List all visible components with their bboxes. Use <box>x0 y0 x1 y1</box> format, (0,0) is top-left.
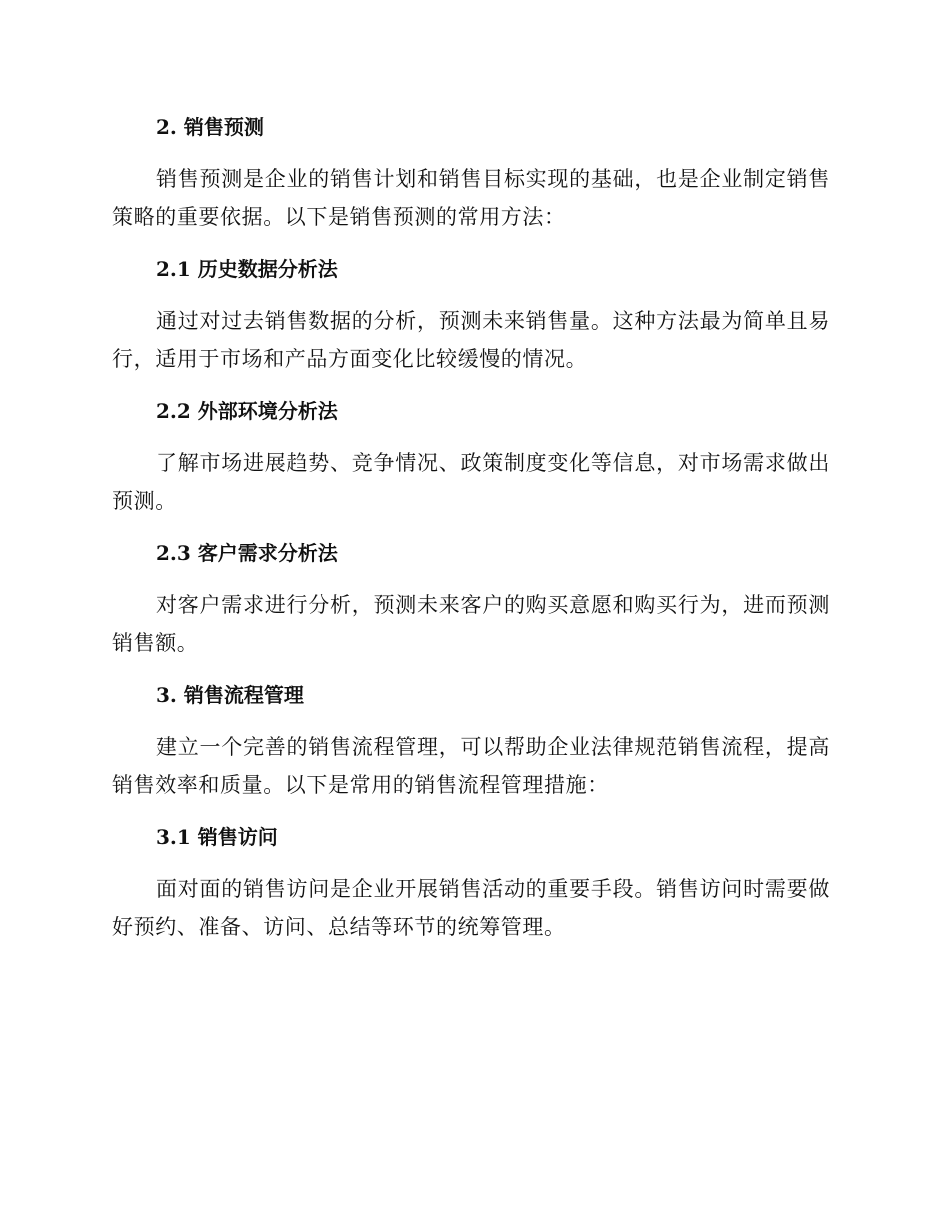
subsection-heading-customer-demand: 2.3 客户需求分析法 <box>156 541 338 565</box>
section-heading-sales-forecast: 2. 销售预测 <box>156 115 264 139</box>
document-body <box>112 108 830 960</box>
paragraph-historical-data: 通过对过去销售数据的分析，预测未来销售量。这种方法最为简单且易行，适用于市场和产品方面变化比较缓慢的情况。 <box>112 309 830 371</box>
paragraph-sales-visit: 面对面的销售访问是企业开展销售活动的重要手段。销售访问时需要做好预约、准备、访问、总结等环节的统筹管理。 <box>112 877 830 939</box>
subsection-heading-sales-visit: 3.1 销售访问 <box>156 825 278 849</box>
subsection-heading-external-environment: 2.2 外部环境分析法 <box>156 399 338 423</box>
subsection-heading-historical-data: 2.1 历史数据分析法 <box>156 257 338 281</box>
paragraph-sales-forecast-intro: 销售预测是企业的销售计划和销售目标实现的基础，也是企业制定销售策略的重要依据。以下是销售预测的常用方法： <box>112 167 830 229</box>
paragraph-sales-process-intro: 建立一个完善的销售流程管理，可以帮助企业法律规范销售流程，提高销售效率和质量。以下是常用的销售流程管理措施： <box>112 735 830 797</box>
paragraph-customer-demand: 对客户需求进行分析，预测未来客户的购买意愿和购买行为，进而预测销售额。 <box>112 593 830 655</box>
section-heading-sales-process: 3. 销售流程管理 <box>156 683 304 707</box>
paragraph-external-environment: 了解市场进展趋势、竞争情况、政策制度变化等信息，对市场需求做出预测。 <box>112 451 830 513</box>
